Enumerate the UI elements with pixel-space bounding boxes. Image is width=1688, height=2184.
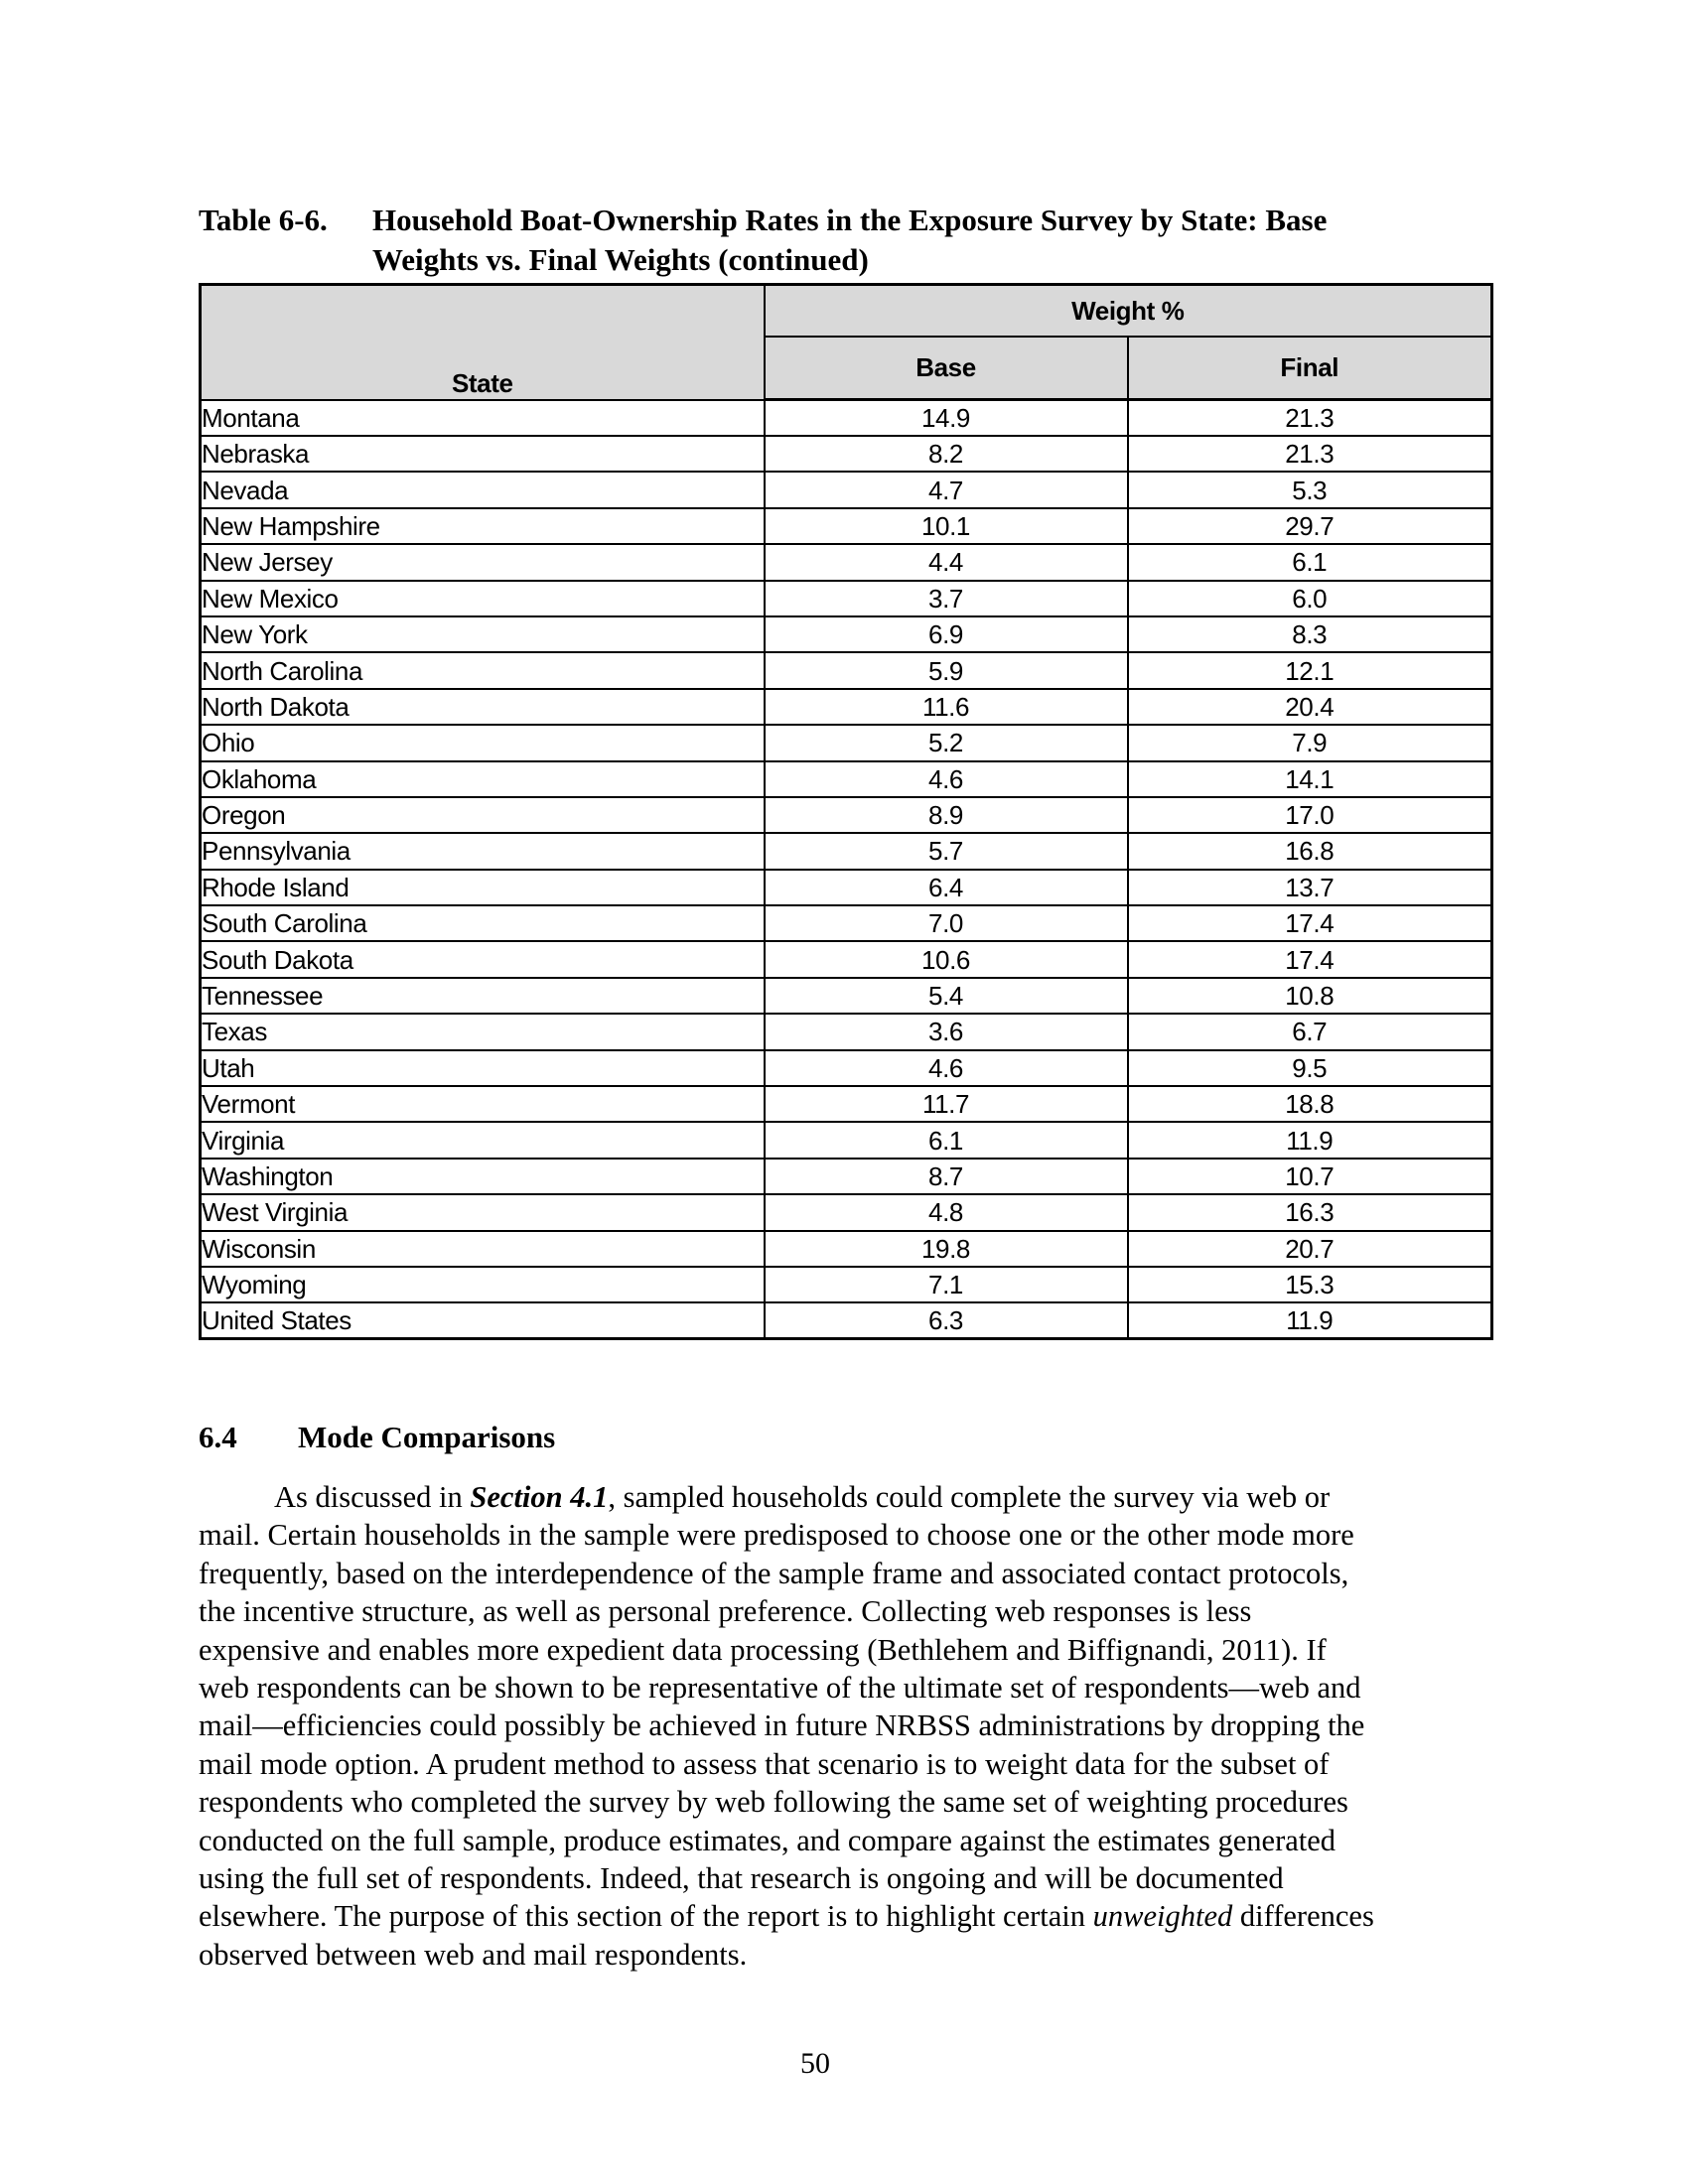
final-cell: 9.5 (1128, 1050, 1492, 1086)
table-row (201, 400, 1492, 437)
table-row (201, 689, 1492, 725)
paragraph-segment: web respondents can be shown to be representative of the ultimate set of respondents—web and (199, 1670, 1361, 1705)
base-cell: 8.7 (765, 1159, 1128, 1194)
column-header-weight-group: Weight % (765, 285, 1492, 338)
table-caption (199, 201, 1499, 280)
paragraph-segment: elsewhere. The purpose of this section of the report is to highlight certain (199, 1899, 1093, 1934)
base-cell: 5.9 (765, 652, 1128, 688)
final-cell: 17.4 (1128, 941, 1492, 977)
final-cell: 8.3 (1128, 616, 1492, 652)
table-row (201, 436, 1492, 472)
paragraph-line (199, 1822, 1479, 1859)
final-cell: 17.4 (1128, 905, 1492, 941)
table-row (201, 1014, 1492, 1049)
paragraph-line (199, 1516, 1479, 1554)
table-row (201, 941, 1492, 977)
paragraph-line (199, 1936, 1479, 1974)
final-cell: 7.9 (1128, 725, 1492, 760)
state-cell: Texas (201, 1014, 765, 1049)
paragraph-segment: unweighted (1092, 1899, 1233, 1934)
paragraph (199, 1478, 1479, 1974)
base-cell: 5.7 (765, 833, 1128, 869)
base-cell: 6.3 (765, 1302, 1128, 1339)
table-row (201, 833, 1492, 869)
page-number: 50 (800, 2047, 830, 2080)
state-cell: Wisconsin (201, 1231, 765, 1267)
section-title: Mode Comparisons (298, 1420, 556, 1454)
table-row (201, 544, 1492, 580)
state-cell: North Carolina (201, 652, 765, 688)
column-header-base: Base (765, 337, 1128, 400)
state-cell: Oklahoma (201, 761, 765, 797)
table-caption-text (372, 201, 1327, 280)
final-cell: 12.1 (1128, 652, 1492, 688)
table-caption-label: Table 6-6. (199, 203, 328, 237)
table-row (201, 978, 1492, 1014)
base-cell: 11.7 (765, 1086, 1128, 1122)
paragraph-line (199, 1592, 1479, 1630)
base-cell: 4.6 (765, 1050, 1128, 1086)
table-row (201, 1086, 1492, 1122)
base-cell: 8.2 (765, 436, 1128, 472)
state-cell: Nevada (201, 472, 765, 507)
state-cell: Washington (201, 1159, 765, 1194)
paragraph-segment: expensive and enables more expedient data processing (Bethlehem and Biffignandi, 2011). If (199, 1632, 1327, 1667)
state-cell: Oregon (201, 797, 765, 833)
paragraph-line (199, 1859, 1479, 1897)
state-cell: North Dakota (201, 689, 765, 725)
base-cell: 10.1 (765, 508, 1128, 544)
section-number: 6.4 (199, 1420, 237, 1454)
state-cell: United States (201, 1302, 765, 1339)
base-cell: 19.8 (765, 1231, 1128, 1267)
paragraph-line (199, 1478, 1479, 1516)
final-cell: 11.9 (1128, 1122, 1492, 1158)
paragraph-segment: Section 4.1 (470, 1480, 609, 1514)
base-cell: 5.2 (765, 725, 1128, 760)
paragraph-segment: mail—efficiencies could possibly be achieved in future NRBSS administrations by dropping the (199, 1708, 1365, 1743)
table-caption-line1: Household Boat-Ownership Rates in the Exposure Survey by State: Base (372, 203, 1328, 237)
table-row (201, 725, 1492, 760)
paragraph-line (199, 1669, 1479, 1706)
paragraph-line (199, 1555, 1479, 1592)
column-header-final: Final (1128, 337, 1492, 400)
base-cell: 6.9 (765, 616, 1128, 652)
table-row (201, 1267, 1492, 1302)
table-row (201, 1194, 1492, 1230)
base-cell: 8.9 (765, 797, 1128, 833)
table-row (201, 472, 1492, 507)
table-row (201, 616, 1492, 652)
base-cell: 7.1 (765, 1267, 1128, 1302)
table-row (201, 797, 1492, 833)
state-cell: Utah (201, 1050, 765, 1086)
final-cell: 21.3 (1128, 400, 1492, 437)
table-row (201, 652, 1492, 688)
final-cell: 6.0 (1128, 581, 1492, 616)
table-header-row-group (201, 285, 1492, 338)
table-row (201, 1231, 1492, 1267)
paragraph-segment: conducted on the full sample, produce estimates, and compare against the estimates generated (199, 1823, 1336, 1857)
paragraph-segment: using the full set of respondents. Indeed, that research is ongoing and will be documented (199, 1860, 1284, 1895)
base-cell: 4.6 (765, 761, 1128, 797)
final-cell: 20.7 (1128, 1231, 1492, 1267)
final-cell: 6.7 (1128, 1014, 1492, 1049)
base-cell: 3.7 (765, 581, 1128, 616)
table-body (201, 400, 1492, 1339)
state-cell: New Hampshire (201, 508, 765, 544)
base-cell: 6.1 (765, 1122, 1128, 1158)
base-cell: 14.9 (765, 400, 1128, 437)
state-cell: Wyoming (201, 1267, 765, 1302)
state-cell: West Virginia (201, 1194, 765, 1230)
final-cell: 20.4 (1128, 689, 1492, 725)
table-row (201, 581, 1492, 616)
base-cell: 5.4 (765, 978, 1128, 1014)
paragraph-line (199, 1631, 1479, 1669)
table-row (201, 761, 1492, 797)
table-row (201, 508, 1492, 544)
table-row (201, 870, 1492, 905)
table-row (201, 905, 1492, 941)
paragraph-segment: As discussed in (274, 1480, 471, 1514)
table-row (201, 1159, 1492, 1194)
paragraph-segment: respondents who completed the survey by web following the same set of weighting procedures (199, 1785, 1348, 1820)
state-cell: Vermont (201, 1086, 765, 1122)
paragraph-line (199, 1706, 1479, 1744)
paragraph-segment: mail. Certain households in the sample were predisposed to choose one or the other mode more (199, 1518, 1354, 1553)
table-header (201, 285, 1492, 400)
base-cell: 4.4 (765, 544, 1128, 580)
paragraph-segment: , sampled households could complete the survey via web or (608, 1480, 1331, 1514)
final-cell: 10.8 (1128, 978, 1492, 1014)
final-cell: 18.8 (1128, 1086, 1492, 1122)
state-cell: New York (201, 616, 765, 652)
final-cell: 29.7 (1128, 508, 1492, 544)
final-cell: 10.7 (1128, 1159, 1492, 1194)
base-cell: 10.6 (765, 941, 1128, 977)
state-cell: Montana (201, 400, 765, 437)
base-cell: 6.4 (765, 870, 1128, 905)
paragraph-segment: frequently, based on the interdependence of the sample frame and associated contact protocols, (199, 1556, 1349, 1590)
table-caption-line2: Weights vs. Final Weights (continued) (372, 242, 869, 277)
base-cell: 3.6 (765, 1014, 1128, 1049)
base-cell: 4.8 (765, 1194, 1128, 1230)
base-cell: 11.6 (765, 689, 1128, 725)
state-cell: Tennessee (201, 978, 765, 1014)
paragraph-line (199, 1783, 1479, 1821)
table-row (201, 1122, 1492, 1158)
final-cell: 17.0 (1128, 797, 1492, 833)
final-cell: 11.9 (1128, 1302, 1492, 1339)
table-row (201, 1050, 1492, 1086)
final-cell: 16.3 (1128, 1194, 1492, 1230)
final-cell: 5.3 (1128, 472, 1492, 507)
final-cell: 21.3 (1128, 436, 1492, 472)
final-cell: 15.3 (1128, 1267, 1492, 1302)
paragraph-segment: observed between web and mail respondents. (199, 1937, 748, 1972)
column-header-state: State (201, 285, 765, 400)
base-cell: 7.0 (765, 905, 1128, 941)
state-cell: Ohio (201, 725, 765, 760)
table-row (201, 1302, 1492, 1339)
paragraph-line (199, 1745, 1479, 1783)
paragraph-line (199, 1897, 1479, 1935)
state-cell: Rhode Island (201, 870, 765, 905)
section-heading (199, 1420, 555, 1455)
state-cell: New Mexico (201, 581, 765, 616)
state-cell: Virginia (201, 1122, 765, 1158)
state-cell: South Dakota (201, 941, 765, 977)
state-cell: Pennsylvania (201, 833, 765, 869)
final-cell: 16.8 (1128, 833, 1492, 869)
base-cell: 4.7 (765, 472, 1128, 507)
state-cell: New Jersey (201, 544, 765, 580)
final-cell: 13.7 (1128, 870, 1492, 905)
paragraph-segment: differences (1232, 1899, 1374, 1934)
final-cell: 6.1 (1128, 544, 1492, 580)
paragraph-segment: the incentive structure, as well as personal preference. Collecting web responses is less (199, 1594, 1252, 1629)
state-cell: Nebraska (201, 436, 765, 472)
final-cell: 14.1 (1128, 761, 1492, 797)
boat-ownership-table (199, 283, 1493, 1340)
state-cell: South Carolina (201, 905, 765, 941)
paragraph-segment: mail mode option. A prudent method to assess that scenario is to weight data for the subset of (199, 1746, 1330, 1781)
